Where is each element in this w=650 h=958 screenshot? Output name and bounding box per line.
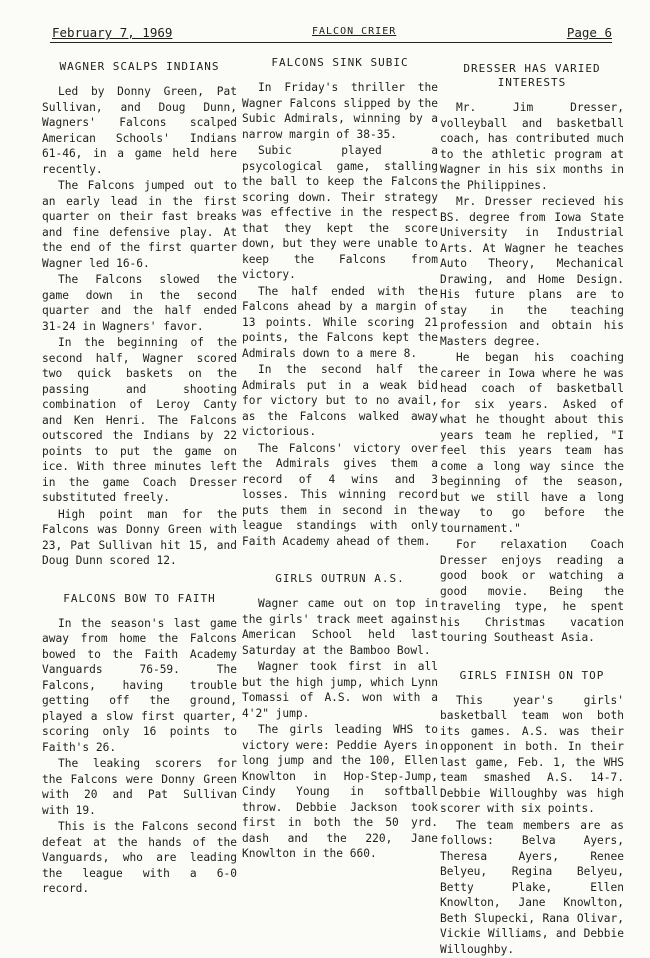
issue-date: February 7, 1969 [52, 25, 173, 40]
article-paragraph: The half ended with the Falcons ahead by a margin of 13 points. While scoring 21 points, the Falcons kept the Admirals down to a mere 8. [242, 284, 438, 360]
article-paragraph: This year's girls' basketball team won both its games. A.S. was their opponent in both. In their last game, Feb. 1, the WHS team smashed A.S. 14-7. Debbie Willoughby was high scorer with six points. [440, 693, 624, 815]
article-title-dresser: DRESSER HAS VARIED INTERESTS [463, 62, 601, 89]
column-1 [42, 52, 237, 898]
article-title-falcons-bow: FALCONS BOW TO FAITH [63, 591, 216, 605]
article-paragraph: In the season's last game away from home the Falcons bowed to the Faith Academy Vanguards 76-59. The Falcons, having trouble getting off the ground, played a slow first quarter, scoring only 16 points to Faith's 26. [42, 616, 237, 754]
article-paragraph: High point man for the Falcons was Donny Green with 23, Pat Sullivan hit 15, and Doug Dunn scored 12. [42, 507, 237, 567]
article-title-falcons-sink-subic: FALCONS SINK SUBIC [271, 56, 409, 69]
article-paragraph: The Falcons jumped out to an early lead in the first quarter on their fast breaks and fine defensive play. At the end of the first quarter Wagner led 16-6. [42, 179, 237, 270]
column-2 [242, 52, 438, 863]
article-paragraph: For relaxation Coach Dresser enjoys reading a good book or watching a good movie. Being the traveling type, he spent his Christmas vacation touring Southeast Asia. [440, 538, 624, 644]
article-title-girls-finish: GIRLS FINISH ON TOP [459, 668, 605, 682]
article-paragraph: Wagner took first in all but the high jump, which Lynn Tomassi of A.S. won with a 4'2" jump. [242, 660, 438, 720]
paper-name: FALCON CRIER [312, 26, 397, 37]
article-paragraph: The leaking scorers for the Falcons were Donny Green with 20 and Pat Sullivan with 19. [42, 757, 237, 817]
article-paragraph: In the beginning of the second half, Wagner scored two quick baskets on the passing and shooting combination of Leroy Canty and Ken Henri. The Falcons outscored the Indians by 22 points to put the game on ice. With three minutes left in the game Coach Dresser substituted freely. [42, 336, 237, 504]
article-paragraph: He began his coaching career in Iowa where he was head coach of basketball for six years. Asked of what he thought about this years team he replied, "I feel this years team has come a long way since the beginning of the season, but we still have a long way to go before the tournament." [440, 351, 624, 535]
article-paragraph: In Friday's thriller the Wagner Falcons slipped by the Subic Admirals, winning by a narrow margin of 38-35. [242, 81, 438, 141]
article-paragraph: The Falcons slowed the game down in the second quarter and the half ended 31-24 in Wagners' favor. [42, 273, 237, 333]
article-paragraph: Mr. Dresser recieved his BS. degree from Iowa State University in Industrial Arts. At Wagner he teaches Auto Theory, Mechanical Drawing, and Home Design. His future plans are to stay in the teaching profession and obtain his Masters degree. [440, 195, 624, 348]
article-paragraph: In the second half the Admirals put in a weak bid for victory but to no avail, as the Falcons walked away victorious. [242, 363, 438, 438]
article-paragraph: Led by Donny Green, Pat Sullivan, and Doug Dunn, Wagners' Falcons scalped American Schools' Indians 61-46, in a game held here recently. [42, 85, 237, 176]
article-paragraph: The Falcons' victory over the Admirals gives them a record of 4 wins and 3 losses. This winning record puts them in second in the league standings with only Faith Academy ahead of them. [242, 441, 438, 548]
article-paragraph: Wagner came out on top in the girls' track meet against American School held last Saturday at the Bamboo Bowl. [242, 597, 438, 657]
column-3 [440, 52, 624, 958]
article-paragraph: Subic played a psycological game, stalling the ball to keep the Falcons scoring down. Their strategy was effective in the respect that they kept the score down, but they were unable to keep the Falcons from victory. [242, 144, 438, 281]
article-paragraph: The girls leading WHS to victory were: Peddie Ayers in long jump and the 100, Ellen Knowlton in Hop-Step-Jump, Cindy Young in softball throw. Debbie Jackson took first in both the 50 yrd. dash and the 220, Jane Knowlton in the 660. [242, 723, 438, 860]
article-title-wagner-scalps: WAGNER SCALPS INDIANS [59, 60, 220, 73]
article-paragraph: The team members are as follows: Belva Ayers, Theresa Ayers, Renee Belyeu, Regina Belyeu, Betty Plake, Ellen Knowlton, Jane Knowlton, Beth Slupecki, Rana Olivar, Vickie Williams, and Debbie Willoughby. [440, 818, 624, 956]
article-title-girls-outrun: GIRLS OUTRUN A.S. [275, 572, 405, 585]
article-paragraph: Mr. Jim Dresser, volleyball and basketball coach, has contributed much to the athletic program at Wagner in his six months in the Philippines. [440, 101, 624, 192]
article-paragraph: This is the Falcons second defeat at the hands of the Vanguards, who are leading the league with a 6-0 record. [42, 820, 237, 895]
page-header [50, 22, 612, 43]
page-number: Page 6 [566, 25, 612, 40]
